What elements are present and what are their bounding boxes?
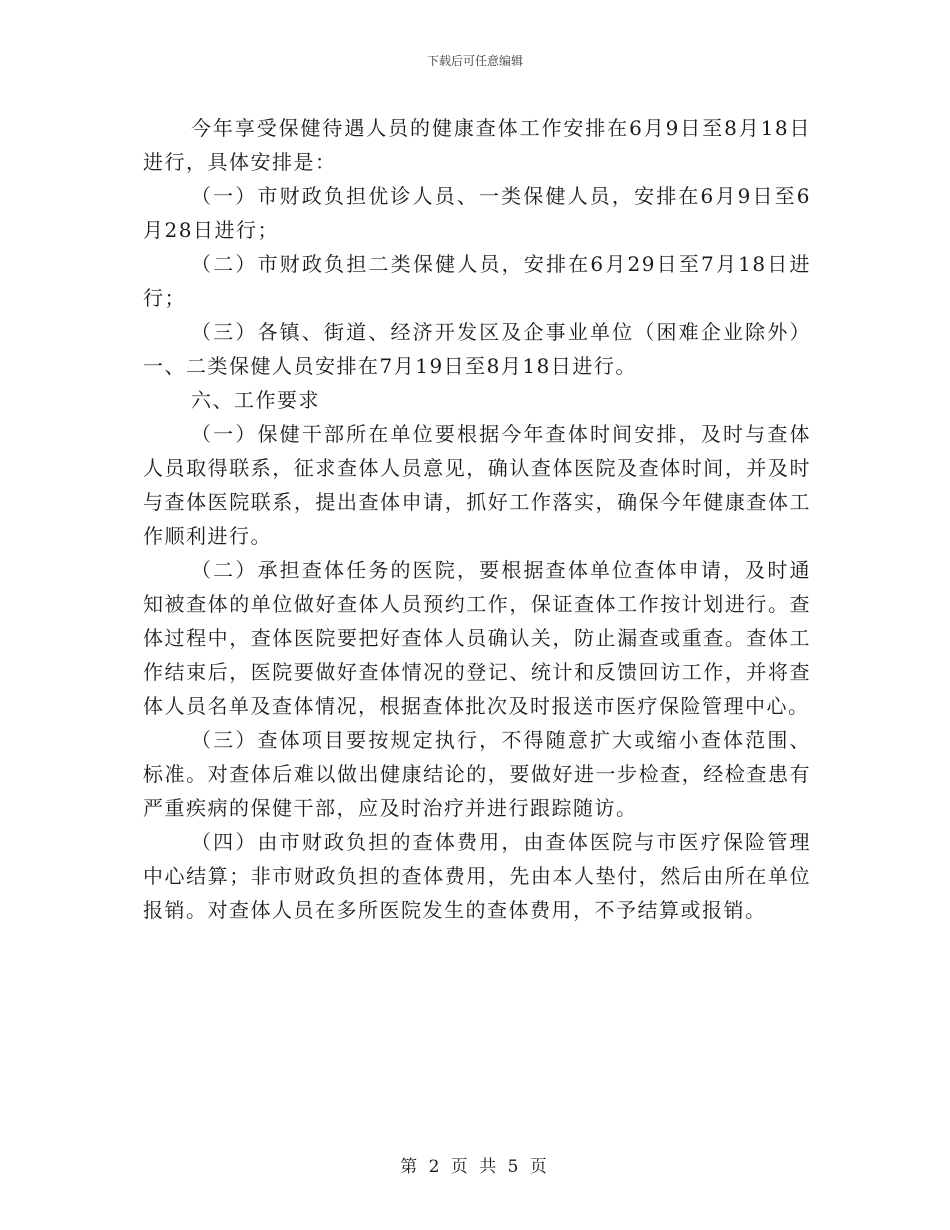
paragraph-requirement-3: （三）查体项目要按规定执行，不得随意扩大或缩小查体范围、标准。对查体后难以做出健康结论的，要做好进一步检查，经检查患有严重疾病的保健干部，应及时治疗并进行跟踪随访。 <box>143 728 811 820</box>
paragraph-schedule-item-1: （一）市财政负担优诊人员、一类保健人员，安排在6月9日至6月28日进行； <box>143 184 811 242</box>
paragraph-requirement-4: （四）由市财政负担的查体费用，由查体医院与市医疗保险管理中心结算；非市财政负担的查体费用，先由本人垫付，然后由所在单位报销。对查体人员在多所医院发生的查体费用，不予结算或报销。 <box>143 830 811 922</box>
paragraph-schedule-item-2: （二）市财政负担二类保健人员，安排在6月29日至7月18日进行； <box>143 252 811 310</box>
paragraph-requirement-1: （一）保健干部所在单位要根据今年查体时间安排，及时与查体人员取得联系，征求查体人员意见，确认查体医院及查体时间，并及时与查体医院联系，提出查体申请，抓好工作落实，确保今年健康查体工作顺利进行。 <box>143 422 811 548</box>
paragraph-schedule-intro: 今年享受保健待遇人员的健康查体工作安排在6月9日至8月18日进行，具体安排是： <box>143 116 811 174</box>
paragraph-schedule-item-3: （三）各镇、街道、经济开发区及企事业单位（困难企业除外）一、二类保健人员安排在7月19日至8月18日进行。 <box>143 320 811 378</box>
paragraph-requirement-2: （二）承担查体任务的医院，要根据查体单位查体申请，及时通知被查体的单位做好查体人员预约工作，保证查体工作按计划进行。查体过程中，查体医院要把好查体人员确认关，防止漏查或重查。查体工作结束后，医院要做好查体情况的登记、统计和反馈回访工作，并将查体人员名单及查体情况，根据查体批次及时报送市医疗保险管理中心。 <box>143 558 811 718</box>
document-body <box>143 111 811 927</box>
page-header-note: 下载后可任意编辑 <box>426 54 523 68</box>
section-heading-requirements: 六、工作要求 <box>191 388 320 412</box>
page-number-footer: 第 2 页 共 5 页 <box>400 1157 550 1177</box>
